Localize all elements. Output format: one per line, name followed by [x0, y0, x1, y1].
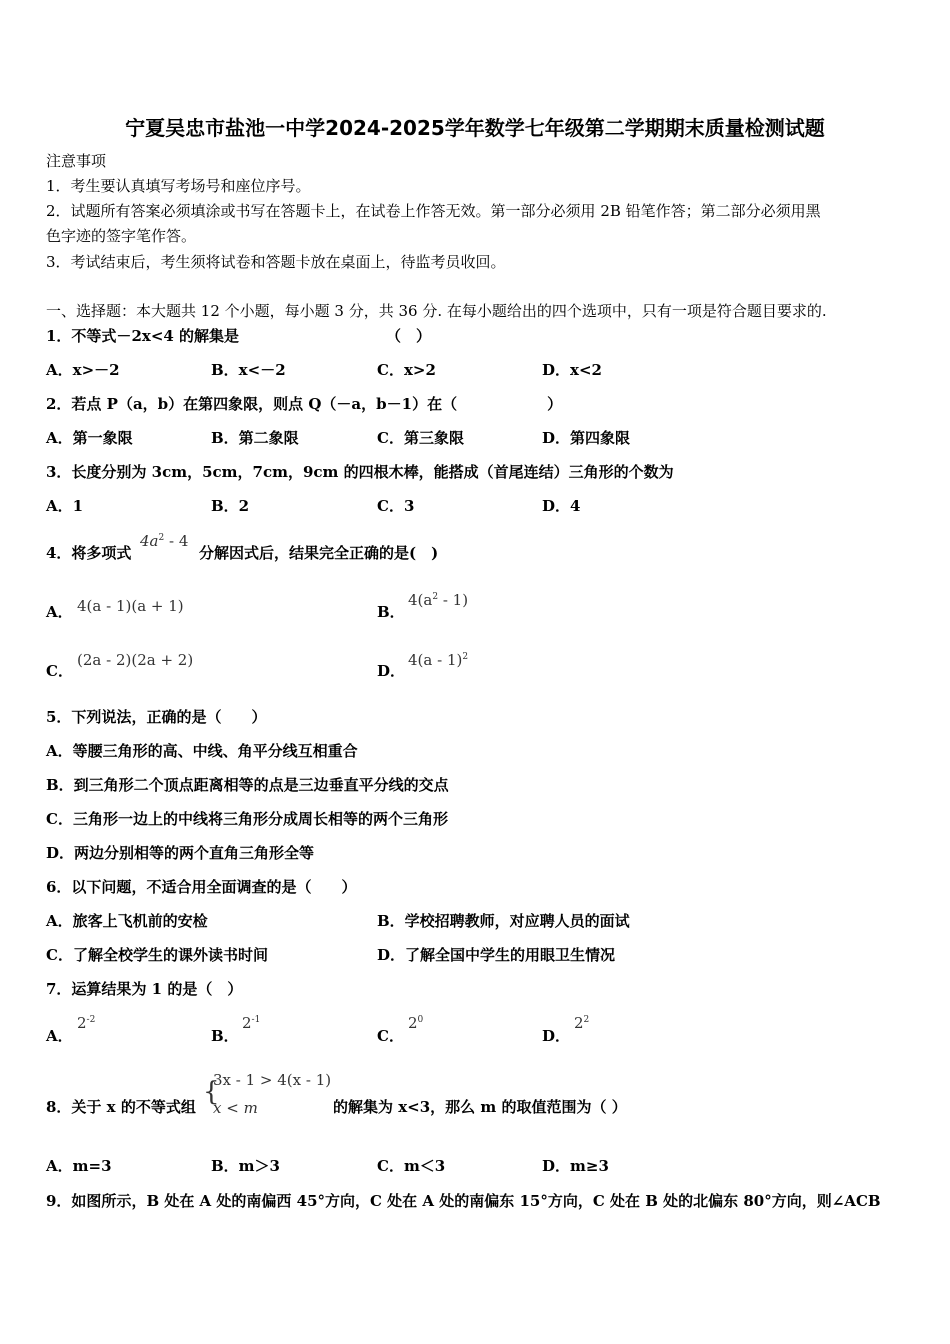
- power-base: 2: [574, 1014, 584, 1032]
- option-b[interactable]: B．m＞3: [211, 1157, 280, 1175]
- notice-heading: 注意事项: [46, 152, 107, 170]
- option-a[interactable]: A．第一象限: [46, 429, 133, 447]
- expr-part: 4(a: [408, 591, 433, 609]
- expr-sup: 2: [158, 533, 165, 543]
- option-a[interactable]: A．1: [46, 497, 84, 515]
- option-a-label[interactable]: A．: [46, 1027, 73, 1045]
- option-d-expression[interactable]: [574, 1014, 589, 1032]
- option-a-expression[interactable]: [77, 1014, 95, 1032]
- option-c[interactable]: C．3: [377, 497, 415, 515]
- expr-tail: - 4: [164, 532, 189, 550]
- question-3-stem: 3．长度分别为 3cm，5cm，7cm，9cm 的四根木棒，能搭成（首尾连结）三角形的个数为: [46, 463, 674, 481]
- option-d[interactable]: D．4: [542, 497, 581, 515]
- power-exponent: 0: [417, 1015, 424, 1025]
- power-exponent: 2: [583, 1015, 590, 1025]
- option-d-label[interactable]: D．: [542, 1027, 571, 1045]
- power-base: 2: [242, 1014, 252, 1032]
- question-8-prefix: 8．关于 x 的不等式组: [46, 1098, 196, 1116]
- option-a[interactable]: A．旅客上飞机前的安检: [46, 912, 208, 930]
- question-4-suffix: 分解因式后，结果完全正确的是( ): [199, 544, 439, 562]
- question-2-stem: 2．若点 P（a，b）在第四象限，则点 Q（－a，b－1）在（ ）: [46, 395, 563, 413]
- option-b-expression[interactable]: [242, 1014, 260, 1032]
- option-c-label[interactable]: C．: [377, 1027, 404, 1045]
- option-a-label[interactable]: A．: [46, 603, 73, 621]
- option-b-label[interactable]: B．: [377, 603, 405, 621]
- option-c-expression[interactable]: [408, 1014, 423, 1032]
- option-d-expression[interactable]: [408, 651, 468, 669]
- option-a[interactable]: A．等腰三角形的高、中线、角平分线互相重合: [46, 742, 358, 760]
- question-8-suffix: 的解集为 x<3，那么 m 的取值范围为（ ）: [333, 1098, 627, 1116]
- option-c[interactable]: C．了解全校学生的课外读书时间: [46, 946, 268, 964]
- option-c[interactable]: C．m＜3: [377, 1157, 446, 1175]
- option-c-label[interactable]: C．: [46, 662, 73, 680]
- option-c[interactable]: C．三角形一边上的中线将三角形分成周长相等的两个三角形: [46, 810, 448, 828]
- power-base: 2: [408, 1014, 418, 1032]
- expr-sup: 2: [462, 652, 469, 662]
- section-heading: 一、选择题：本大题共 12 个小题，每小题 3 分，共 36 分. 在每小题给出的四个选项中，只有一项是符合题目要求的.: [46, 302, 827, 320]
- inequality-1: 3x - 1 > 4(x - 1): [213, 1071, 332, 1089]
- option-b[interactable]: B．2: [211, 497, 250, 515]
- expr-part: - 1): [438, 591, 469, 609]
- power-exponent: -2: [86, 1015, 96, 1025]
- notice-item: 2．试题所有答案必须填涂或书写在答题卡上，在试卷上作答无效。第一部分必须用 2B 铅笔作答；第二部分必须用黑: [46, 202, 821, 220]
- option-b[interactable]: B．x<－2: [211, 361, 286, 379]
- option-d[interactable]: D．两边分别相等的两个直角三角形全等: [46, 844, 315, 862]
- question-5-stem: 5．下列说法，正确的是（ ）: [46, 708, 267, 726]
- option-a[interactable]: A．x>－2: [46, 361, 120, 379]
- expr-part: 4(a - 1): [408, 651, 463, 669]
- page-title: 宁夏吴忠市盐池一中学2024-2025学年数学七年级第二学期期末质量检测试题: [125, 116, 825, 140]
- polynomial-expression: [140, 532, 188, 550]
- notice-item: 色字迹的签字笔作答。: [46, 227, 197, 245]
- option-c[interactable]: C．x>2: [377, 361, 436, 379]
- power-base: 2: [77, 1014, 87, 1032]
- question-6-stem: 6．以下问题，不适合用全面调查的是（ ）: [46, 878, 357, 896]
- notice-item: 3．考试结束后，考生须将试卷和答题卡放在桌面上，待监考员收回。: [46, 253, 506, 271]
- question-7-stem: 7．运算结果为 1 的是（ ）: [46, 980, 243, 998]
- answer-paren: （ ）: [386, 327, 432, 345]
- question-4-prefix: 4．将多项式: [46, 544, 132, 562]
- option-d[interactable]: D．了解全国中学生的用眼卫生情况: [377, 946, 616, 964]
- option-b-expression[interactable]: [408, 591, 468, 609]
- expr-base: 4a: [140, 532, 159, 550]
- question-1-stem: 1．不等式－2x<4 的解集是: [46, 327, 240, 345]
- notice-item: 1．考生要认真填写考场号和座位序号。: [46, 177, 311, 195]
- option-c[interactable]: C．第三象限: [377, 429, 464, 447]
- option-d[interactable]: D．m≥3: [542, 1157, 609, 1175]
- option-b[interactable]: B．第二象限: [211, 429, 299, 447]
- expr-sup: 2: [432, 592, 439, 602]
- option-b-label[interactable]: B．: [211, 1027, 239, 1045]
- option-d-label[interactable]: D．: [377, 662, 406, 680]
- option-c-expression[interactable]: (2a - 2)(2a + 2): [77, 651, 194, 669]
- option-a-expression[interactable]: 4(a - 1)(a + 1): [77, 597, 184, 615]
- option-a[interactable]: A．m=3: [46, 1157, 112, 1175]
- power-exponent: -1: [251, 1015, 261, 1025]
- option-d[interactable]: D．第四象限: [542, 429, 631, 447]
- option-d[interactable]: D．x<2: [542, 361, 602, 379]
- system-brace: {: [203, 1077, 220, 1107]
- inequality-2: x < m: [213, 1099, 258, 1117]
- option-b[interactable]: B．学校招聘教师，对应聘人员的面试: [377, 912, 630, 930]
- option-b[interactable]: B．到三角形二个顶点距离相等的点是三边垂直平分线的交点: [46, 776, 449, 794]
- question-9-stem: 9．如图所示，B 处在 A 处的南偏西 45°方向，C 处在 A 处的南偏东 15°方向，C 处在 B 处的北偏东 80°方向，则∠ACB: [46, 1192, 881, 1210]
